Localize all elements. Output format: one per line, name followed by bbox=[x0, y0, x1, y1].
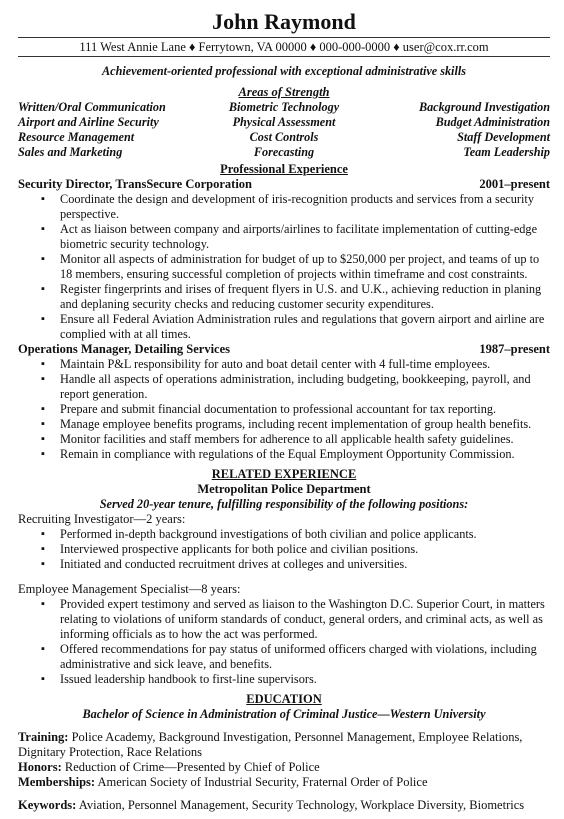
header-rule-bottom bbox=[18, 56, 550, 57]
training-label: Training: bbox=[18, 730, 69, 744]
strength-item: Background Investigation bbox=[418, 100, 550, 114]
strength-item: Budget Administration bbox=[435, 115, 550, 129]
list-item: ▪ Manage employee benefits programs, including recent implementation of group health benefits. bbox=[60, 417, 550, 432]
list-item: ▪ Ensure all Federal Aviation Administration rules and regulations that govern airport and airline are complied with at all times. bbox=[60, 312, 550, 342]
list-item: ▪ Interviewed prospective applicants for both police and civilian positions. bbox=[60, 542, 550, 557]
memberships-line bbox=[18, 775, 550, 790]
education-degree: Bachelor of Science in Administration of Criminal Justice—Western University bbox=[82, 707, 486, 721]
strengths-title: Areas of Strength bbox=[238, 85, 330, 99]
list-item: ▪ Act as liaison between company and airports/airlines to facilitate implementation of cutting-edge biometric security technology. bbox=[60, 222, 550, 252]
strength-item: Physical Assessment bbox=[232, 115, 336, 129]
contact-line: 111 West Annie Lane ♦ Ferrytown, VA 00000 ♦ 000-000-0000 ♦ user@cox.rr.com bbox=[79, 40, 489, 54]
strength-item: Sales and Marketing bbox=[18, 145, 123, 159]
list-item: ▪ Handle all aspects of operations administration, including budgeting, bookkeeping, payroll, and report generation. bbox=[60, 372, 550, 402]
header-rule-top bbox=[18, 37, 550, 38]
position-bullets bbox=[18, 527, 550, 572]
memberships-value: American Society of Industrial Security, Fraternal Order of Police bbox=[95, 775, 428, 789]
list-item: ▪ Coordinate the design and development of iris-recognition products and services from a security perspective. bbox=[60, 192, 550, 222]
related-org: Metropolitan Police Department bbox=[197, 482, 371, 496]
strength-item: Forecasting bbox=[253, 145, 315, 159]
job-dates: 1987–present bbox=[479, 342, 550, 356]
job-bullets bbox=[18, 192, 550, 342]
job-bullets bbox=[18, 357, 550, 462]
job-dates: 2001–present bbox=[479, 177, 550, 191]
list-item: ▪ Monitor all aspects of administration for budget of up to $250,000 per project, and teams of up to 18 members, ensuring successful completion of projects within timeframe and cost constraints. bbox=[60, 252, 550, 282]
list-item: ▪ Prepare and submit financial documentation to professional accountant for tax reporting. bbox=[60, 402, 550, 417]
list-item: ▪ Maintain P&L responsibility for auto and boat detail center with 4 full-time employees. bbox=[60, 357, 550, 372]
position-title: Recruiting Investigator—2 years: bbox=[18, 512, 186, 526]
strength-item: Staff Development bbox=[457, 130, 550, 144]
job-title: Security Director, TransSecure Corporation bbox=[18, 177, 252, 191]
strength-item: Biometric Technology bbox=[228, 100, 340, 114]
education-title: EDUCATION bbox=[246, 692, 322, 706]
tagline: Achievement-oriented professional with exceptional administrative skills bbox=[102, 64, 466, 78]
job-header bbox=[18, 177, 550, 192]
strength-item: Team Leadership bbox=[463, 145, 550, 159]
strength-item: Resource Management bbox=[18, 130, 135, 144]
list-item: ▪ Provided expert testimony and served as liaison to the Washington D.C. Superior Court, in matters relating to violations of uniform standards of conduct, general orders, and criminal acts, as well as informing officials as to how the act was performed. bbox=[60, 597, 550, 642]
keywords-line bbox=[18, 798, 550, 813]
position-title: Employee Management Specialist—8 years: bbox=[18, 582, 241, 596]
memberships-label: Memberships: bbox=[18, 775, 96, 789]
related-summary: Served 20-year tenure, fulfilling responsibility of the following positions: bbox=[99, 497, 469, 511]
training-line bbox=[18, 730, 550, 760]
list-item: ▪ Issued leadership handbook to first-line supervisors. bbox=[60, 672, 550, 687]
candidate-name: John Raymond bbox=[212, 9, 356, 34]
strength-item: Written/Oral Communication bbox=[18, 100, 166, 114]
list-item: ▪ Remain in compliance with regulations of the Equal Employment Opportunity Commission. bbox=[60, 447, 550, 462]
job-title: Operations Manager, Detailing Services bbox=[18, 342, 231, 356]
training-value: Police Academy, Background Investigation, Personnel Management, Employee Relations, Dignitary Protection, Race Relations bbox=[18, 730, 523, 759]
list-item: ▪ Register fingerprints and irises of frequent flyers in U.S. and U.K., achieving reduction in planing and deplaning security checks and reducing customer security expenditures. bbox=[60, 282, 550, 312]
honors-line bbox=[18, 760, 550, 775]
strength-item: Airport and Airline Security bbox=[18, 115, 159, 129]
list-item: ▪ Initiated and conducted recruitment drives at colleges and universities. bbox=[60, 557, 550, 572]
position-bullets bbox=[18, 597, 550, 687]
keywords-label: Keywords: bbox=[18, 798, 77, 812]
list-item: ▪ Monitor facilities and staff members for adherence to all applicable health safety guidelines. bbox=[60, 432, 550, 447]
job-header bbox=[18, 342, 550, 357]
experience-title: Professional Experience bbox=[220, 162, 348, 176]
keywords-value: Aviation, Personnel Management, Security Technology, Workplace Diversity, Biometrics bbox=[76, 798, 525, 812]
strength-item: Cost Controls bbox=[249, 130, 319, 144]
honors-value: Reduction of Crime—Presented by Chief of Police bbox=[61, 760, 320, 774]
related-experience-title: RELATED EXPERIENCE bbox=[211, 467, 357, 481]
honors-label: Honors: bbox=[18, 760, 62, 774]
list-item: ▪ Performed in-depth background investigations of both civilian and police applicants. bbox=[60, 527, 550, 542]
list-item: ▪ Offered recommendations for pay status of uniformed officers charged with violations, including administrative and sick leave, and benefits. bbox=[60, 642, 550, 672]
strengths-grid bbox=[18, 100, 550, 160]
